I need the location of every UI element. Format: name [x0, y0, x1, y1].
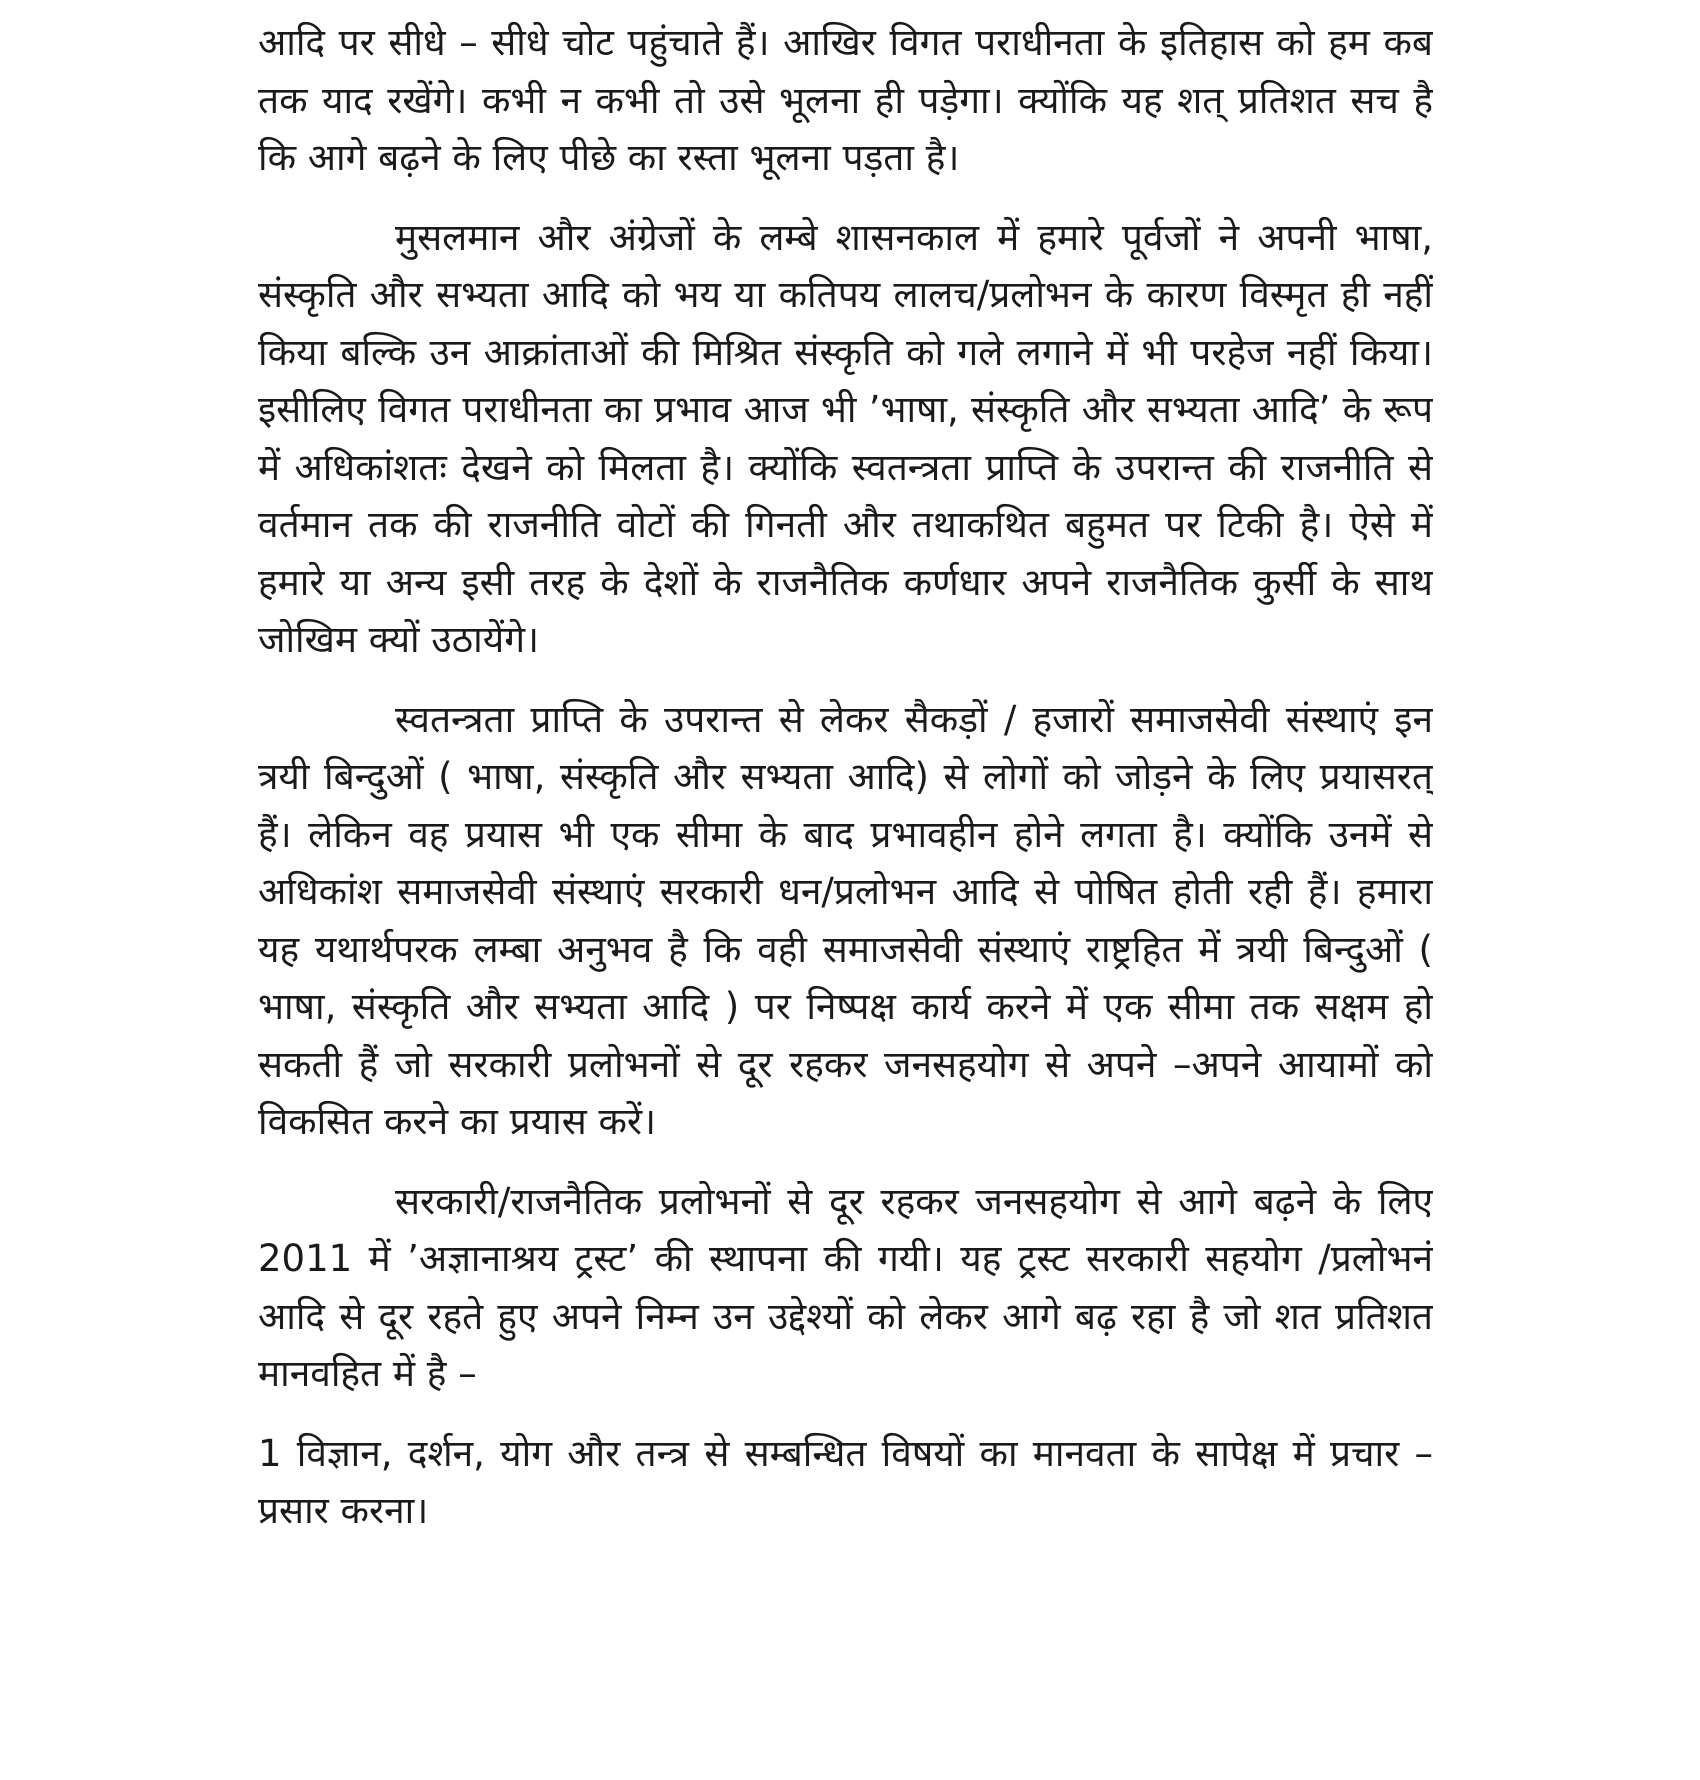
paragraph-social-organizations: स्वतन्त्रता प्राप्ति के उपरान्त से लेकर सैकड़ों / हजारों समाजसेवी संस्थाएं इन त्रयी बिन्दुओं ( भाषा, संस्कृति और सभ्यता आदि) से लोगों को जोड़ने के लिए प्रयासरत् हैं। लेकिन वह प्रयास भी एक सीमा के बाद प्रभावहीन होने लगता है। क्योंकि उनमें से अधिकांश समाजसेवी संस्थाएं सरकारी धन/प्रलोभन आदि से पोषित होती रही हैं। हमारा यह यथार्थपरक लम्बा अनुभव है कि वही समाजसेवी संस्थाएं राष्ट्रहित में त्रयी बिन्दुओं ( भाषा, संस्कृति और सभ्यता आदि ) पर निष्पक्ष कार्य करने में एक सीमा तक सक्षम हो सकती हैं जो सरकारी प्रलोभनों से दूर रहकर जनसहयोग से अपने –अपने आयामों को विकसित करने का प्रयास करें। — [258, 697, 1433, 1143]
document-page — [258, 14, 1433, 1774]
objective-list-item: 1 विज्ञान, दर्शन, योग और तन्त्र से सम्बन्धित विषयों का मानवता के सापेक्ष में प्रचार – प्रसार करना। — [258, 1431, 1433, 1532]
paragraph-trust-founding: सरकारी/राजनैतिक प्रलोभनों से दूर रहकर जनसहयोग से आगे बढ़ने के लिए 2011 में ’अज्ञानाश्रय ट्रस्ट’ की स्थापना की गयी। यह ट्रस्ट सरकारी सहयोग /प्रलोभनं आदि से दूर रहते हुए अपने निम्न उन उद्देश्यों को लेकर आगे बढ़ रहा है जो शत प्रतिशत मानवहित में है – — [258, 1179, 1433, 1395]
paragraph-colonial-history: मुसलमान और अंग्रेजों के लम्बे शासनकाल में हमारे पूर्वजों ने अपनी भाषा, संस्कृति और सभ्यता आदि को भय या कतिपय लालच/प्रलोभन के कारण विस्मृत ही नहीं किया बल्कि उन आक्रांताओं की मिश्रित संस्कृति को गले लगाने में भी परहेज नहीं किया। इसीलिए विगत पराधीनता का प्रभाव आज भी ’भाषा, संस्कृति और सभ्यता आदि’ के रूप में अधिकांशतः देखने को मिलता है। क्योंकि स्वतन्त्रता प्राप्ति के उपरान्त की राजनीति से वर्तमान तक की राजनीति वोटों की गिनती और तथाकथित बहुमत पर टिकी है। ऐसे में हमारे या अन्य इसी तरह के देशों के राजनैतिक कर्णधार अपने राजनैतिक कुर्सी के साथ जोखिम क्यों उठायेंगे। — [258, 215, 1433, 661]
paragraph-continuation: आदि पर सीधे – सीधे चोट पहुंचाते हैं। आखिर विगत पराधीनता के इतिहास को हम कब तक याद रखेंगे। कभी न कभी तो उसे भूलना ही पड़ेगा। क्योंकि यह शत् प्रतिशत सच है कि आगे बढ़ने के लिए पीछे का रस्ता भूलना पड़ता है। — [258, 21, 1433, 179]
